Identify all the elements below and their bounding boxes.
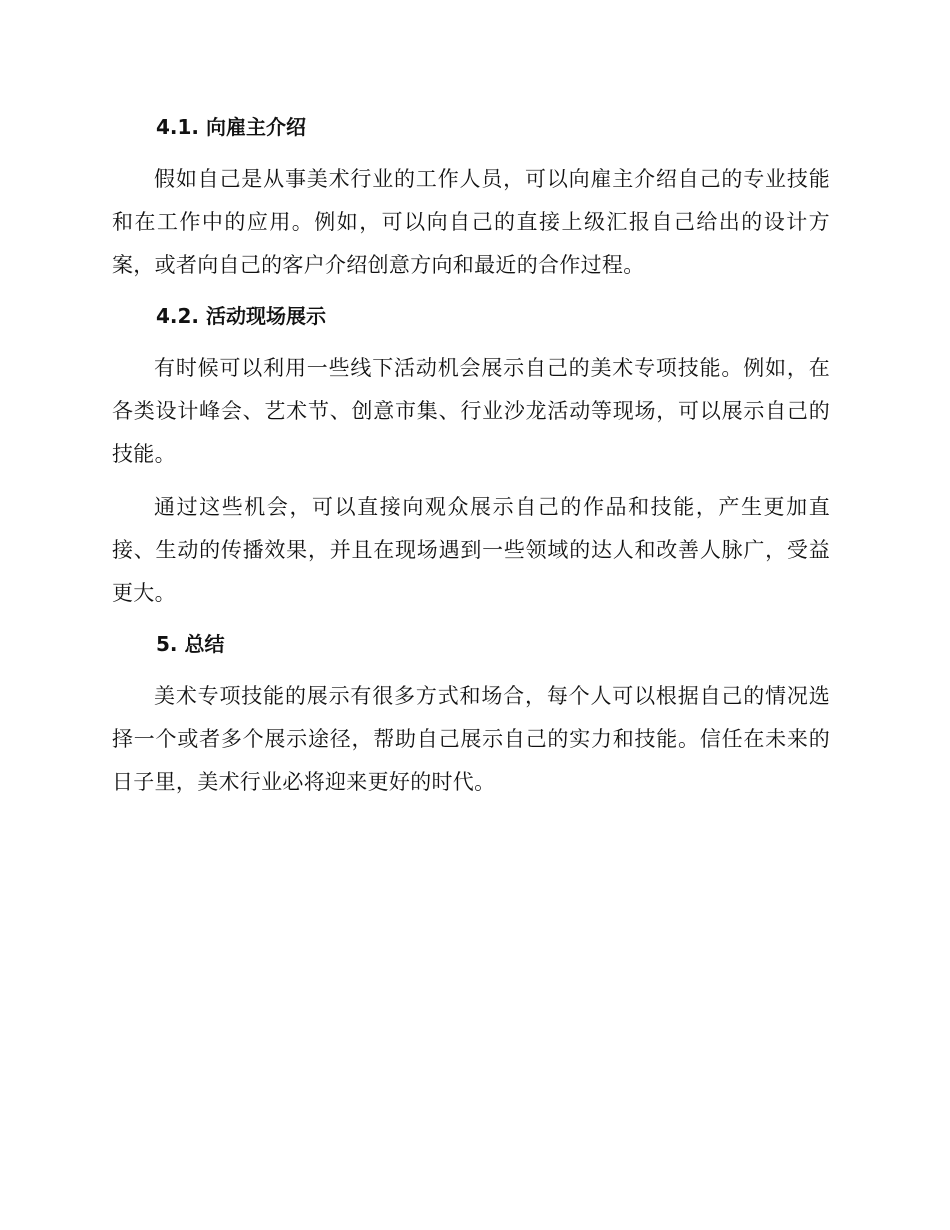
section-heading-4-2: 4.2. 活动现场展示: [156, 304, 326, 328]
document-body: [112, 110, 830, 814]
paragraph: 假如自己是从事美术行业的工作人员，可以向雇主介绍自己的专业技能和在工作中的应用。例如，可以向自己的直接上级汇报自己给出的设计方案，或者向自己的客户介绍创意方向和最近的合作过程。: [112, 167, 830, 277]
section-heading-4-1: 4.1. 向雇主介绍: [156, 115, 306, 139]
paragraph: 美术专项技能的展示有很多方式和场合，每个人可以根据自己的情况选择一个或者多个展示途径，帮助自己展示自己的实力和技能。信任在未来的日子里，美术行业必将迎来更好的时代。: [112, 684, 830, 794]
paragraph: 通过这些机会，可以直接向观众展示自己的作品和技能，产生更加直接、生动的传播效果，并且在现场遇到一些领域的达人和改善人脉广，受益更大。: [112, 495, 830, 605]
section-heading-5: 5. 总结: [156, 632, 225, 656]
paragraph: 有时候可以利用一些线下活动机会展示自己的美术专项技能。例如，在各类设计峰会、艺术节、创意市集、行业沙龙活动等现场，可以展示自己的技能。: [112, 356, 830, 466]
